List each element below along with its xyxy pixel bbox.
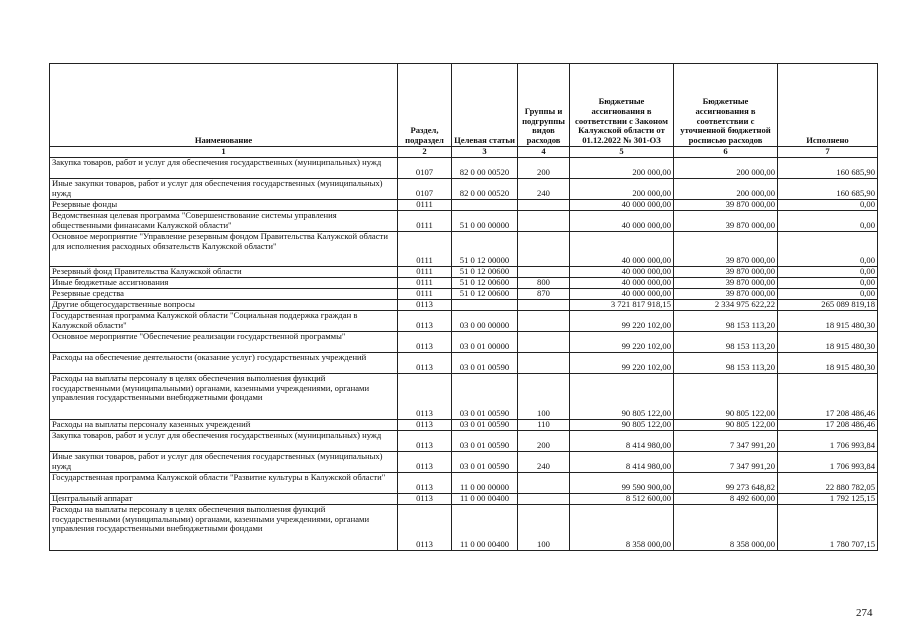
cell-target: 03 0 00 00000 — [452, 310, 518, 331]
cell-name: Резервный фонд Правительства Калужской области — [50, 266, 398, 277]
cell-name: Резервные средства — [50, 288, 398, 299]
cell-executed: 0,00 — [778, 277, 878, 288]
cell-group: 800 — [518, 277, 570, 288]
cell-target: 03 0 01 00000 — [452, 331, 518, 352]
cell-law: 90 805 122,00 — [570, 373, 674, 419]
table-row — [50, 419, 878, 430]
table-row — [50, 157, 878, 178]
cell-executed: 18 915 480,30 — [778, 331, 878, 352]
cell-target: 82 0 00 00520 — [452, 157, 518, 178]
cell-refined: 98 153 113,20 — [674, 310, 778, 331]
page-number: 274 — [856, 607, 873, 619]
cell-target: 51 0 12 00600 — [452, 288, 518, 299]
header-row — [50, 64, 878, 147]
cell-target — [452, 199, 518, 210]
cell-executed: 0,00 — [778, 266, 878, 277]
cell-target: 11 0 00 00400 — [452, 504, 518, 550]
table-row — [50, 277, 878, 288]
cell-section: 0113 — [398, 310, 452, 331]
cell-target: 51 0 12 00600 — [452, 277, 518, 288]
cell-executed: 160 685,90 — [778, 178, 878, 199]
cell-law: 90 805 122,00 — [570, 419, 674, 430]
cell-refined: 7 347 991,20 — [674, 430, 778, 451]
cell-target: 03 0 01 00590 — [452, 373, 518, 419]
table-row — [50, 493, 878, 504]
cell-refined: 7 347 991,20 — [674, 451, 778, 472]
cell-law: 3 721 817 918,15 — [570, 299, 674, 310]
cell-refined: 39 870 000,00 — [674, 288, 778, 299]
table-row — [50, 504, 878, 550]
cell-name: Иные закупки товаров, работ и услуг для обеспечения государственных (муниципальных) нужд — [50, 451, 398, 472]
cell-name: Закупка товаров, работ и услуг для обеспечения государственных (муниципальных) нужд — [50, 157, 398, 178]
table-row — [50, 299, 878, 310]
cell-law: 40 000 000,00 — [570, 288, 674, 299]
cell-name: Расходы на выплаты персоналу казенных учреждений — [50, 419, 398, 430]
cell-target — [452, 299, 518, 310]
cell-group: 200 — [518, 430, 570, 451]
cell-executed: 0,00 — [778, 210, 878, 231]
cell-name: Закупка товаров, работ и услуг для обеспечения государственных (муниципальных) нужд — [50, 430, 398, 451]
cell-executed: 1 792 125,15 — [778, 493, 878, 504]
cell-law: 99 590 900,00 — [570, 472, 674, 493]
cell-group — [518, 210, 570, 231]
cell-section: 0113 — [398, 504, 452, 550]
cell-group: 100 — [518, 504, 570, 550]
cell-refined: 90 805 122,00 — [674, 373, 778, 419]
cell-section: 0113 — [398, 352, 452, 373]
cell-group — [518, 310, 570, 331]
cell-name: Расходы на выплаты персоналу в целях обеспечения выполнения функций государственными (муниципальными) органами, казенными учреждениями, органами управления государственными внебюджетными фондами — [50, 373, 398, 419]
cell-refined: 39 870 000,00 — [674, 266, 778, 277]
cell-executed: 17 208 486,46 — [778, 419, 878, 430]
cell-refined: 39 870 000,00 — [674, 199, 778, 210]
cell-section: 0107 — [398, 178, 452, 199]
cell-law: 8 358 000,00 — [570, 504, 674, 550]
cell-law: 99 220 102,00 — [570, 310, 674, 331]
cell-executed: 0,00 — [778, 231, 878, 266]
cell-law: 40 000 000,00 — [570, 277, 674, 288]
header-name: Наименование — [50, 64, 398, 147]
column-number: 5 — [570, 147, 674, 158]
cell-name: Основное мероприятие "Обеспечение реализации государственной программы" — [50, 331, 398, 352]
cell-section: 0113 — [398, 451, 452, 472]
column-number-row — [50, 147, 878, 158]
cell-group — [518, 199, 570, 210]
cell-section: 0113 — [398, 472, 452, 493]
table-row — [50, 310, 878, 331]
cell-refined: 99 273 648,82 — [674, 472, 778, 493]
cell-refined: 39 870 000,00 — [674, 231, 778, 266]
cell-refined: 8 358 000,00 — [674, 504, 778, 550]
table-row — [50, 231, 878, 266]
column-number: 1 — [50, 147, 398, 158]
cell-executed: 17 208 486,46 — [778, 373, 878, 419]
cell-law: 8 512 600,00 — [570, 493, 674, 504]
cell-name: Резервные фонды — [50, 199, 398, 210]
cell-target: 03 0 01 00590 — [452, 352, 518, 373]
cell-refined: 39 870 000,00 — [674, 277, 778, 288]
cell-section: 0111 — [398, 288, 452, 299]
cell-target: 03 0 01 00590 — [452, 419, 518, 430]
cell-executed: 1 706 993,84 — [778, 451, 878, 472]
cell-law: 99 220 102,00 — [570, 331, 674, 352]
cell-section: 0111 — [398, 231, 452, 266]
cell-target: 51 0 00 00000 — [452, 210, 518, 231]
header-executed: Исполнено — [778, 64, 878, 147]
table-row — [50, 451, 878, 472]
table-row — [50, 178, 878, 199]
cell-group — [518, 493, 570, 504]
cell-target: 51 0 12 00600 — [452, 266, 518, 277]
column-number: 7 — [778, 147, 878, 158]
header-section: Раздел, подраздел — [398, 64, 452, 147]
cell-group: 240 — [518, 451, 570, 472]
cell-target: 11 0 00 00000 — [452, 472, 518, 493]
cell-law: 200 000,00 — [570, 178, 674, 199]
cell-target: 51 0 12 00000 — [452, 231, 518, 266]
cell-target: 82 0 00 00520 — [452, 178, 518, 199]
cell-section: 0111 — [398, 277, 452, 288]
cell-group — [518, 331, 570, 352]
cell-refined: 200 000,00 — [674, 157, 778, 178]
table-row — [50, 472, 878, 493]
cell-law: 99 220 102,00 — [570, 352, 674, 373]
cell-executed: 22 880 782,05 — [778, 472, 878, 493]
cell-law: 8 414 980,00 — [570, 430, 674, 451]
cell-refined: 98 153 113,20 — [674, 331, 778, 352]
header-target: Целевая статьи — [452, 64, 518, 147]
table-row — [50, 266, 878, 277]
cell-executed: 1 780 707,15 — [778, 504, 878, 550]
cell-executed: 0,00 — [778, 288, 878, 299]
cell-name: Иные закупки товаров, работ и услуг для обеспечения государственных (муниципальных) нужд — [50, 178, 398, 199]
cell-section: 0111 — [398, 199, 452, 210]
cell-name: Центральный аппарат — [50, 493, 398, 504]
table-row — [50, 199, 878, 210]
cell-refined: 8 492 600,00 — [674, 493, 778, 504]
cell-name: Основное мероприятие "Управление резервным фондом Правительства Калужской области для исполнения расходных обязательств Калужской области" — [50, 231, 398, 266]
cell-section: 0111 — [398, 266, 452, 277]
cell-target: 03 0 01 00590 — [452, 451, 518, 472]
cell-section: 0111 — [398, 210, 452, 231]
cell-target: 03 0 01 00590 — [452, 430, 518, 451]
cell-name: Расходы на выплаты персоналу в целях обеспечения выполнения функций государственными (муниципальными) органами, казенными учреждениями, органами управления государственными внебюджетными фондами — [50, 504, 398, 550]
cell-name: Государственная программа Калужской области "Развитие культуры в Калужской области" — [50, 472, 398, 493]
cell-target: 11 0 00 00400 — [452, 493, 518, 504]
cell-executed: 1 706 993,84 — [778, 430, 878, 451]
cell-group — [518, 472, 570, 493]
cell-group: 100 — [518, 373, 570, 419]
cell-group — [518, 231, 570, 266]
cell-name: Иные бюджетные ассигнования — [50, 277, 398, 288]
cell-section: 0113 — [398, 493, 452, 504]
budget-table — [49, 63, 878, 551]
table-row — [50, 373, 878, 419]
cell-section: 0107 — [398, 157, 452, 178]
header-law: Бюджетные ассигнования в соответствии с Законом Калужской области от 01.12.2022 № 301-ОЗ — [570, 64, 674, 147]
cell-name: Другие общегосударственные вопросы — [50, 299, 398, 310]
cell-group — [518, 266, 570, 277]
cell-name: Расходы на обеспечение деятельности (оказание услуг) государственных учреждений — [50, 352, 398, 373]
column-number: 2 — [398, 147, 452, 158]
cell-section: 0113 — [398, 430, 452, 451]
column-number: 6 — [674, 147, 778, 158]
header-refined: Бюджетные ассигнования в соответствии с уточненной бюджетной росписью расходов — [674, 64, 778, 147]
cell-refined: 2 334 975 622,22 — [674, 299, 778, 310]
cell-group — [518, 352, 570, 373]
cell-refined: 98 153 113,20 — [674, 352, 778, 373]
cell-name: Государственная программа Калужской области "Социальная поддержка граждан в Калужской области" — [50, 310, 398, 331]
cell-law: 40 000 000,00 — [570, 199, 674, 210]
column-number: 4 — [518, 147, 570, 158]
cell-executed: 265 089 819,18 — [778, 299, 878, 310]
cell-refined: 200 000,00 — [674, 178, 778, 199]
table-row — [50, 210, 878, 231]
cell-name: Ведомственная целевая программа "Совершенствование системы управления общественными финансами Калужской области" — [50, 210, 398, 231]
cell-group: 200 — [518, 157, 570, 178]
cell-group: 240 — [518, 178, 570, 199]
cell-law: 40 000 000,00 — [570, 266, 674, 277]
table-row — [50, 352, 878, 373]
cell-law: 40 000 000,00 — [570, 210, 674, 231]
table-row — [50, 430, 878, 451]
cell-law: 40 000 000,00 — [570, 231, 674, 266]
cell-law: 8 414 980,00 — [570, 451, 674, 472]
cell-executed: 18 915 480,30 — [778, 352, 878, 373]
cell-group: 870 — [518, 288, 570, 299]
cell-section: 0113 — [398, 299, 452, 310]
cell-section: 0113 — [398, 331, 452, 352]
cell-group: 110 — [518, 419, 570, 430]
header-groups: Группы и подгруппы видов расходов — [518, 64, 570, 147]
cell-group — [518, 299, 570, 310]
table-row — [50, 288, 878, 299]
cell-executed: 0,00 — [778, 199, 878, 210]
cell-refined: 90 805 122,00 — [674, 419, 778, 430]
cell-refined: 39 870 000,00 — [674, 210, 778, 231]
column-number: 3 — [452, 147, 518, 158]
cell-executed: 18 915 480,30 — [778, 310, 878, 331]
cell-executed: 160 685,90 — [778, 157, 878, 178]
table-body — [50, 157, 878, 550]
table-row — [50, 331, 878, 352]
cell-law: 200 000,00 — [570, 157, 674, 178]
cell-section: 0113 — [398, 373, 452, 419]
cell-section: 0113 — [398, 419, 452, 430]
